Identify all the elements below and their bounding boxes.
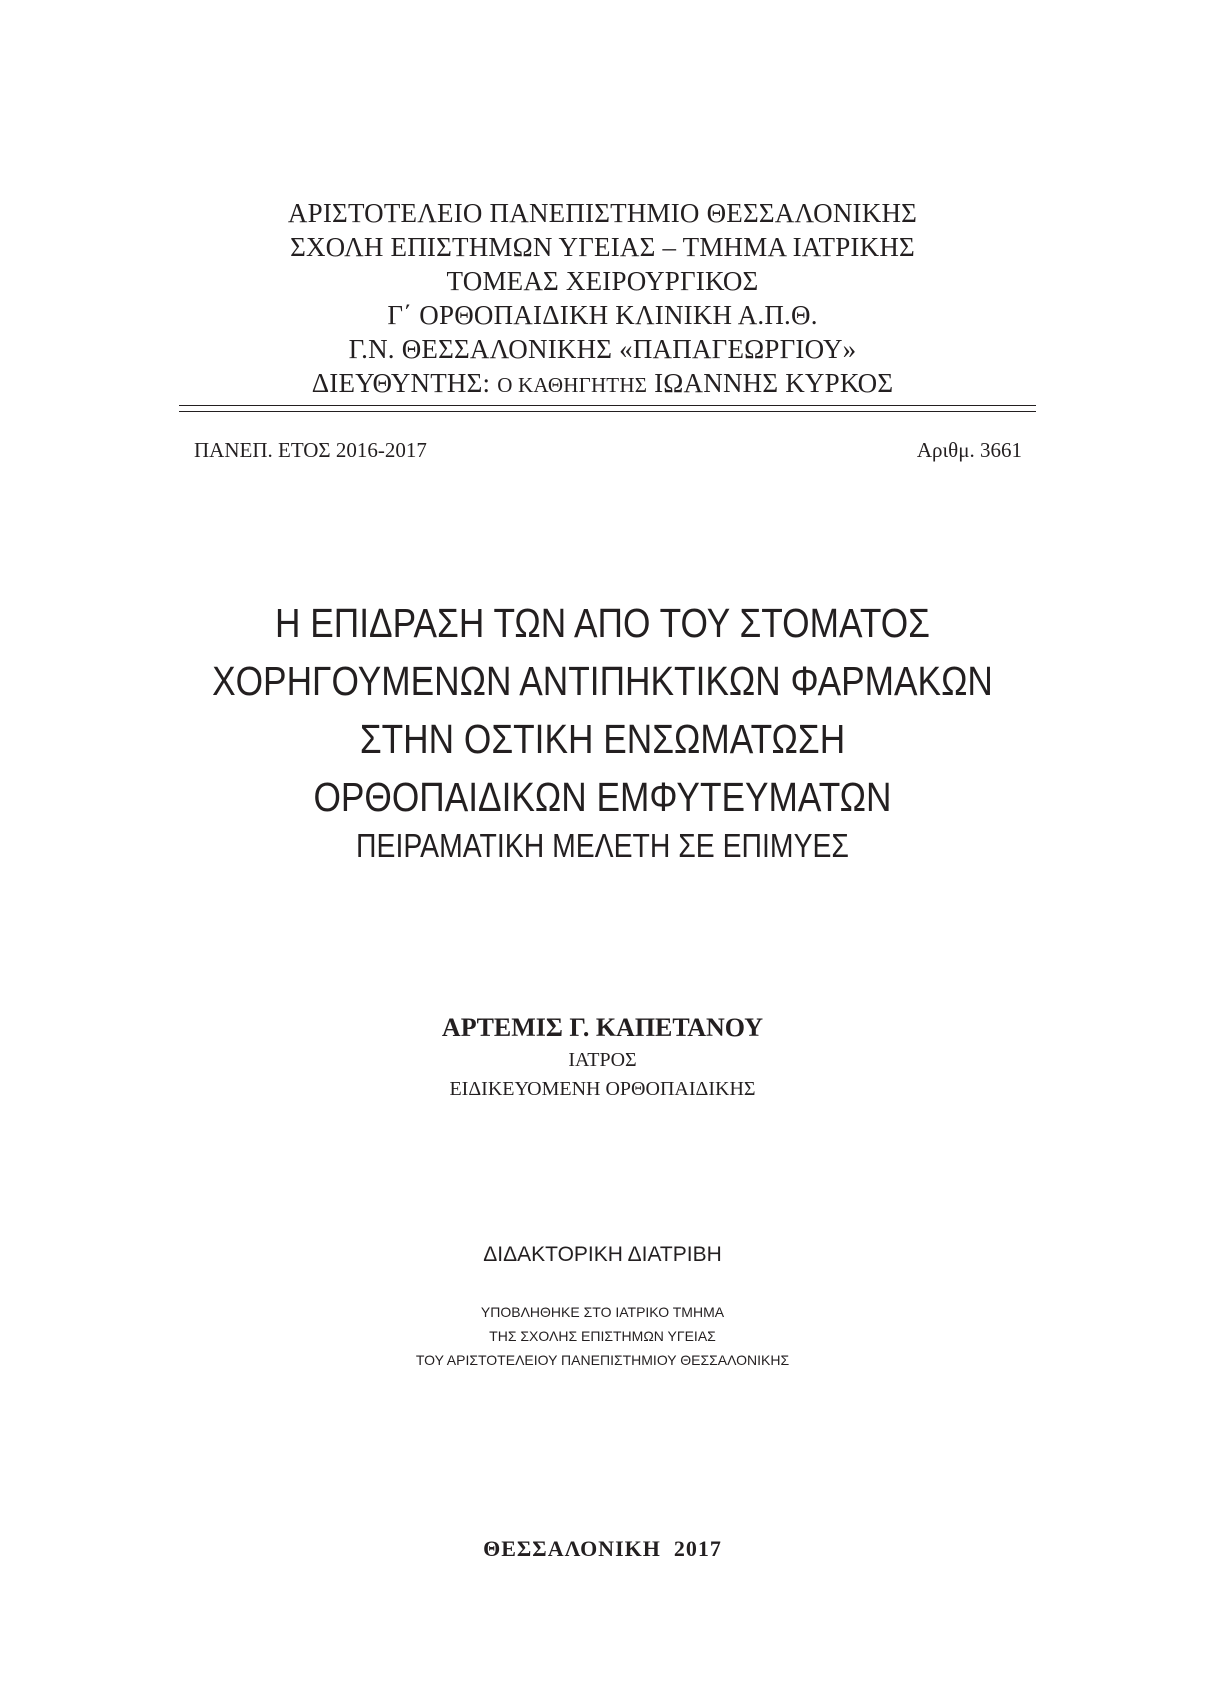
clinic-name: Γ΄ ΟΡΘΟΠΑΙΔΙΚΗ ΚΛΙΝΙΚΗ Α.Π.Θ. (387, 300, 818, 330)
title-line: Η ΕΠΙΔΡΑΣΗ ΤΩΝ ΑΠΟ ΤΟΥ ΣΤΟΜΑΤΟΣ (275, 600, 930, 646)
director-label: ΔΙΕΥΘΥΝΤΗΣ: (311, 368, 491, 398)
thesis-title (84, 594, 1120, 826)
author-specialty: ΕΙΔΙΚΕΥΟΜΕΝΗ ΟΡΘΟΠΑΙΔΙΚΗΣ (449, 1078, 756, 1100)
title-line: ΟΡΘΟΠΑΙΔΙΚΩΝ ΕΜΦΥΤΕΥΜΑΤΩΝ (313, 774, 892, 820)
submission-line: ΥΠΟΒΛΗΘΗΚΕ ΣΤΟ ΙΑΤΡΙΚΟ ΤΜΗΜΑ (480, 1304, 725, 1320)
submission-line: ΤΟΥ ΑΡΙΣΤΟΤΕΛΕΙΟΥ ΠΑΝΕΠΙΣΤΗΜΙΟΥ ΘΕΣΣΑΛΟΝΙΚΗΣ (415, 1352, 790, 1368)
institution-header (0, 196, 1205, 402)
university-name: ΑΡΙΣΤΟΤΕΛΕΙΟ ΠΑΝΕΠΙΣΤΗΜΙΟ ΘΕΣΣΑΛΟΝΙΚΗΣ (287, 198, 918, 228)
director-name: ΙΩΑΝΝΗΣ ΚΥΡΚΟΣ (654, 368, 894, 398)
double-rule-divider (179, 405, 1036, 412)
thesis-number: Αριθμ. 3661 (916, 438, 1022, 462)
director-title: Ο ΚΑΘΗΓΗΤΗΣ (497, 373, 648, 397)
academic-year: ΠΑΝΕΠ. ΕΤΟΣ 2016-2017 (194, 438, 427, 462)
title-line: ΣΤΗΝ ΟΣΤΙΚΗ ΕΝΣΩΜΑΤΩΣΗ (359, 716, 846, 762)
author-role: ΙΑΤΡΟΣ (568, 1049, 637, 1071)
sector-name: ΤΟΜΕΑΣ ΧΕΙΡΟΥΡΓΙΚΟΣ (446, 266, 759, 296)
hospital-name: Γ.Ν. ΘΕΣΣΑΛΟΝΙΚΗΣ «ΠΑΠΑΓΕΩΡΓΙΟΥ» (348, 334, 857, 364)
thesis-type: ΔΙΔΑΚΤΟΡΙΚΗ ΔΙΑΤΡΙΒΗ (483, 1243, 722, 1266)
school-name: ΣΧΟΛΗ ΕΠΙΣΤΗΜΩΝ ΥΓΕΙΑΣ – ΤΜΗΜΑ ΙΑΤΡΙΚΗΣ (290, 232, 915, 262)
place-year: ΘΕΣΣΑΛΟΝΙΚΗ 2017 (483, 1536, 722, 1561)
director-line (0, 366, 1205, 402)
title-line: ΧΟΡΗΓΟΥΜΕΝΩΝ ΑΝΤΙΠΗΚΤΙΚΩΝ ΦΑΡΜΑΚΩΝ (212, 658, 993, 704)
submission-line: ΤΗΣ ΣΧΟΛΗΣ ΕΠΙΣΤΗΜΩΝ ΥΓΕΙΑΣ (489, 1328, 716, 1344)
submission-note (0, 1300, 1205, 1372)
author-name: ΑΡΤΕΜΙΣ Γ. ΚΑΠΕΤΑΝΟΥ (441, 1013, 764, 1042)
thesis-subtitle: ΠΕΙΡΑΜΑΤΙΚΗ ΜΕΛΕΤΗ ΣΕ ΕΠΙΜΥΕΣ (356, 827, 849, 864)
